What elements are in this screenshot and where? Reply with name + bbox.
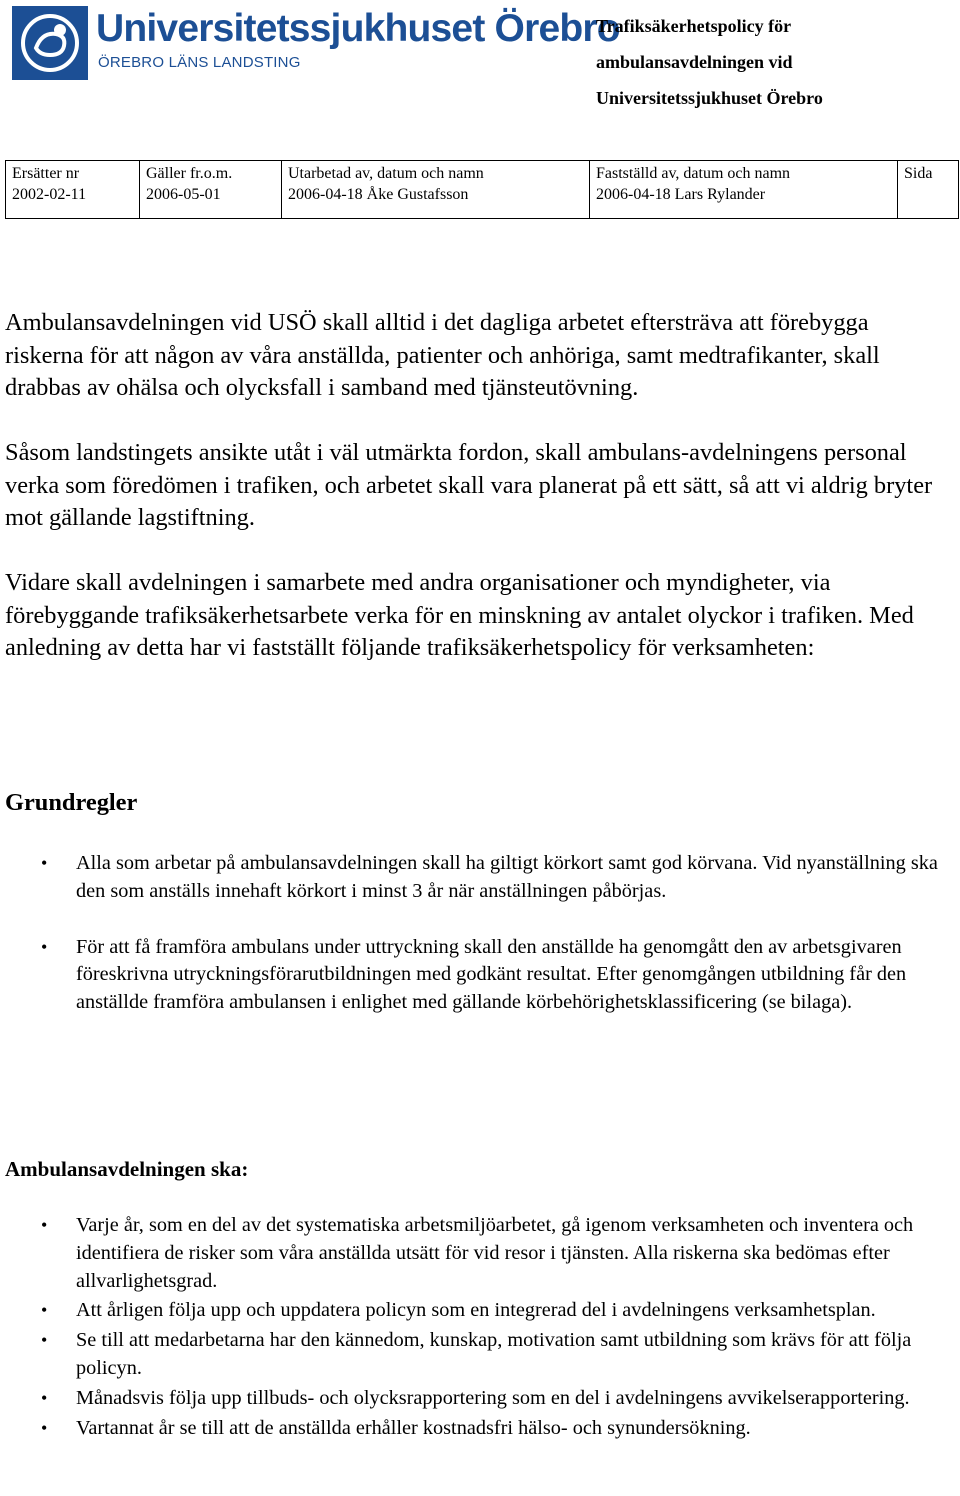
valid-from-cell [140,161,282,219]
intro-paragraph: Ambulansavdelningen vid USÖ skall alltid i det dagliga arbetet eftersträva att förebygga riskerna för att någon av våra anställda, patienter och anhöriga, samt medtrafikanter, skall drabbas av ohälsa och olycksfall i samband med tjänsteutövning. [5,309,880,401]
list-item [5,1212,945,1295]
list-item-text: Se till att medarbetarna har den kännedom, kunskap, motivation samt utbildning som krävs för att följa policyn. [76,1329,912,1379]
logo-subtitle: ÖREBRO LÄNS LANDSTING [98,54,301,71]
approved-by-value: 2006-04-18 Lars Rylander [596,186,766,203]
replaces-cell [6,161,140,219]
document-title-line: Universitetssjukhuset Örebro [596,88,823,108]
grundregler-list [5,850,945,1045]
bullet-icon: • [41,1215,48,1235]
list-item [5,850,945,906]
list-item-text: Vartannat år se till att de anställda erhåller kostnadsfri hälso- och synundersökning. [76,1416,751,1439]
bullet-icon: • [41,936,48,957]
ska-list [5,1212,945,1444]
list-item-text: Alla som arbetar på ambulansavdelningen skall ha giltigt körkort samt god körvana. Vid nyanställning ska den som anställs innehaft körkort i minst 3 år när anställningen påbörjas. [76,852,938,902]
replaces-value: 2002-02-11 [12,186,87,203]
bullet-icon: • [41,1417,48,1438]
list-item-text: Månadsvis följa upp tillbuds- och olycksrapportering som en del i avdelningens avvikelserapportering. [76,1386,910,1409]
page-label: Sida [904,165,933,182]
list-item [5,1327,945,1383]
list-item [5,1415,945,1443]
organization-logo [12,6,620,80]
page-cell [898,161,959,219]
document-title-line: Trafiksäkerhetspolicy för [596,16,792,36]
list-item-text: Att årligen följa upp och uppdatera policyn som en integrerad del i avdelningens verksamhetsplan. [76,1299,876,1322]
replaces-label: Ersätter nr [12,165,80,182]
image-paragraph: Såsom landstingets ansikte utåt i väl utmärkta fordon, skall ambulans-avdelningens personal verka som föredömen i trafiken, och arbetet skall vara planerat på ett sätt, så att vi aldrig bryter mot gällande lagstiftning. [5,439,933,531]
prepared-by-label: Utarbetad av, datum och namn [288,165,484,182]
cooperation-paragraph: Vidare skall avdelningen i samarbete med andra organisationer och myndigheter, via förebyggande trafiksäkerhetsarbete verka för en minskning av antalet olyckor i trafiken. Med anledning av detta har vi fastställt följande trafiksäkerhetspolicy för verksamheten: [5,569,914,661]
approved-by-cell [590,161,898,219]
bullet-icon: • [41,1330,48,1351]
ska-heading: Ambulansavdelningen ska: [5,1157,249,1181]
grundregler-heading: Grundregler [5,789,138,816]
list-item-text: För att få framföra ambulans under uttryckning skall den anställde ha genomgått den av arbetsgivaren föreskrivna utryckningsförarutbildningen med godkänt resultat. Efter genomgången utbildning får den anställde framföra ambulansen i enlighet med gällande körbehörighetsklassificering (se bilaga). [76,935,907,1014]
list-item [5,1385,945,1413]
bullet-icon: • [41,1300,48,1321]
list-item [5,934,945,1017]
document-title-line: ambulansavdelningen vid [596,52,793,72]
list-item [5,1297,945,1325]
bullet-icon: • [41,853,48,873]
approved-by-label: Fastställd av, datum och namn [596,165,791,182]
logo-wordmark: Universitetssjukhuset Örebro [96,7,620,50]
prepared-by-value: 2006-04-18 Åke Gustafsson [288,186,469,203]
valid-from-label: Gäller fr.o.m. [146,165,233,182]
valid-from-value: 2006-05-01 [146,186,221,203]
policy-body [5,307,945,816]
document-title [596,8,946,116]
bullet-icon: • [41,1387,48,1408]
prepared-by-cell [282,161,590,219]
hospital-logo-icon [12,6,88,80]
document-metadata-table [5,160,959,219]
list-item-text: Varje år, som en del av det systematiska arbetsmiljöarbetet, gå igenom verksamheten och inventera och identifiera de risker som våra anställda utsätt för vid resor i tjänsten. Alla riskerna ska bedömas efter allvarlighetsgrad. [76,1214,914,1292]
